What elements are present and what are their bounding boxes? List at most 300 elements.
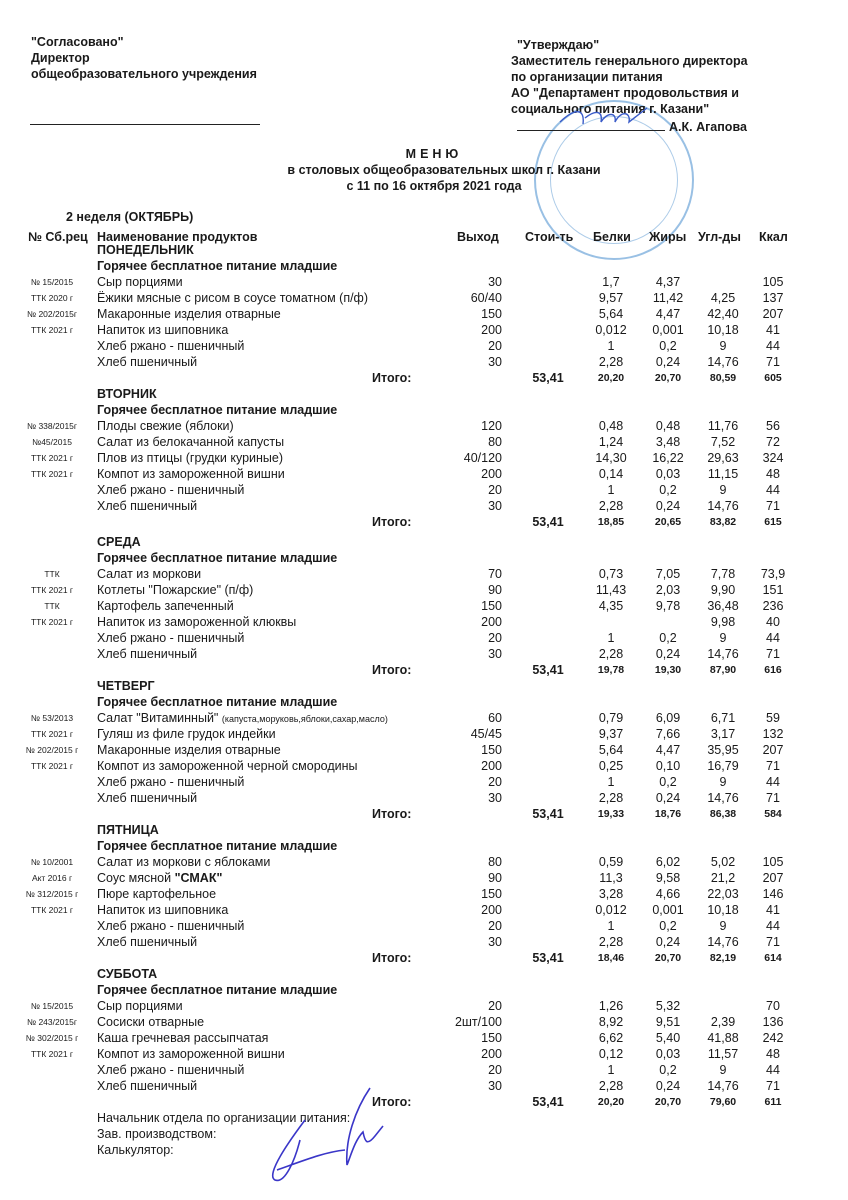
recipe-code: № 53/2013: [30, 713, 74, 723]
dish-name: Хлеб пшеничный: [97, 647, 198, 661]
total-cost: 53,41: [532, 515, 564, 529]
carbs-value: 9: [719, 1063, 727, 1077]
meal-category: Горячее бесплатное питание младшие: [97, 403, 338, 417]
protein-value: 1: [607, 339, 615, 353]
kcal-value: 207: [762, 871, 784, 885]
protein-value: 0,25: [598, 759, 624, 773]
portion-output: 20: [488, 919, 502, 933]
carbs-value: 14,76: [707, 355, 739, 369]
recipe-code: № 243/2015г: [26, 1017, 78, 1027]
protein-value: 11,3: [599, 871, 623, 885]
total-kcal: 584: [764, 808, 782, 820]
recipe-code: № 312/2015 г: [25, 889, 79, 899]
recipe-code: ТТК 2021 г: [30, 325, 74, 335]
carbs-value: 9: [719, 919, 727, 933]
kcal-value: 73,9: [760, 567, 786, 581]
table-row: [0, 886, 848, 902]
kcal-value: 41: [766, 323, 780, 337]
kcal-value: 48: [766, 1047, 780, 1061]
kcal-value: 71: [766, 499, 780, 513]
portion-output: 40/120: [463, 451, 502, 465]
dish-name: Хлеб пшеничный: [97, 355, 198, 369]
kcal-value: 59: [766, 711, 780, 725]
dish-name: Салат из белокачанной капусты: [97, 435, 285, 449]
total-label: Итого:: [372, 1095, 412, 1109]
day-block: [0, 534, 848, 678]
portion-output: 80: [488, 435, 502, 449]
carbs-value: 9,90: [710, 583, 736, 597]
kcal-value: 324: [762, 451, 784, 465]
protein-value: 4,35: [598, 599, 624, 613]
total-row: [0, 950, 848, 966]
kcal-value: 44: [766, 1063, 780, 1077]
protein-value: 9,37: [598, 727, 624, 741]
kcal-value: 71: [766, 759, 780, 773]
dish-name: Хлеб ржано - пшеничный: [97, 775, 245, 789]
total-fat: 20,65: [654, 516, 682, 528]
total-fat: 20,70: [654, 952, 682, 964]
table-row: [0, 1030, 848, 1046]
fat-value: 0,24: [655, 499, 681, 513]
portion-output: 200: [481, 323, 502, 337]
total-row: [0, 662, 848, 678]
total-carbs: 87,90: [709, 664, 737, 676]
total-row: [0, 370, 848, 386]
fat-value: 0,2: [659, 483, 677, 497]
column-header-kcal: Ккал: [759, 230, 788, 244]
table-row: [0, 1014, 848, 1030]
recipe-code: № 15/2015: [30, 1001, 74, 1011]
recipe-code: ТТК 2021 г: [30, 1049, 74, 1059]
meal-category: Горячее бесплатное питание младшие: [97, 259, 338, 273]
total-carbs: 79,60: [709, 1096, 737, 1108]
fat-value: 0,03: [655, 467, 681, 481]
protein-value: 6,62: [598, 1031, 624, 1045]
kcal-value: 44: [766, 483, 780, 497]
day-block: [0, 678, 848, 822]
dish-name: Ёжики мясные с рисом в соусе томатном (п/ф): [97, 291, 369, 305]
table-row: [0, 934, 848, 950]
protein-value: 9,57: [598, 291, 624, 305]
carbs-value: 21,2: [710, 871, 736, 885]
fat-value: 0,2: [659, 631, 677, 645]
carbs-value: 11,76: [707, 419, 739, 433]
protein-value: 2,28: [598, 647, 624, 661]
total-kcal: 611: [764, 1096, 782, 1108]
kcal-value: 242: [762, 1031, 784, 1045]
table-row: [0, 870, 848, 886]
fat-value: 0,2: [659, 339, 677, 353]
portion-output: 60/40: [470, 291, 502, 305]
kcal-value: 41: [766, 903, 780, 917]
fat-value: 0,24: [655, 1079, 681, 1093]
day-block: [0, 822, 848, 966]
day-title: ПЯТНИЦА: [97, 823, 159, 837]
approver-position-2: по организации питания: [511, 70, 663, 84]
column-header-name: Наименование продуктов: [97, 230, 258, 244]
fat-value: 16,22: [652, 451, 684, 465]
footer-signatures: [97, 1110, 350, 1158]
dish-name: Макаронные изделия отварные: [97, 743, 281, 757]
protein-value: 1: [607, 483, 615, 497]
carbs-value: 22,03: [707, 887, 739, 901]
dish-name: Сыр порциями: [97, 999, 183, 1013]
total-fat: 20,70: [654, 372, 682, 384]
total-kcal: 614: [764, 952, 782, 964]
meal-category: Горячее бесплатное питание младшие: [97, 551, 338, 565]
kcal-value: 44: [766, 919, 780, 933]
table-row: [0, 614, 848, 630]
recipe-code: ТТК 2020 г: [30, 293, 74, 303]
total-carbs: 80,59: [709, 372, 737, 384]
table-row: [0, 354, 848, 370]
table-row: [0, 1062, 848, 1078]
approval-block-left: [31, 34, 257, 82]
table-row: [0, 322, 848, 338]
protein-value: 5,64: [598, 743, 624, 757]
day-title: СРЕДА: [97, 535, 141, 549]
fat-value: 7,66: [655, 727, 681, 741]
dish-brand: "СМАК": [174, 871, 223, 885]
table-row: [0, 306, 848, 322]
total-protein: 19,78: [597, 664, 625, 676]
recipe-code: № 202/2015 г: [25, 745, 79, 755]
total-protein: 19,33: [597, 808, 625, 820]
signature-line-right: [517, 130, 665, 131]
dish-note: (капуста,моруковь,яблоки,сахар,масло): [221, 714, 388, 724]
table-row: [0, 902, 848, 918]
protein-value: 0,59: [598, 855, 624, 869]
recipe-code: Акт 2016 г: [31, 873, 73, 883]
fat-value: 2,03: [655, 583, 681, 597]
total-label: Итого:: [372, 371, 412, 385]
table-row: [0, 726, 848, 742]
total-label: Итого:: [372, 807, 412, 821]
carbs-value: 14,76: [707, 935, 739, 949]
recipe-code: ТТК 2021 г: [30, 453, 74, 463]
portion-output: 150: [481, 307, 502, 321]
protein-value: 2,28: [598, 791, 624, 805]
carbs-value: 9: [719, 339, 727, 353]
kcal-value: 207: [762, 743, 784, 757]
protein-value: 1: [607, 631, 615, 645]
dish-name: Напиток из замороженной клюквы: [97, 615, 297, 629]
dish-name: Хлеб пшеничный: [97, 935, 198, 949]
protein-value: 1: [607, 919, 615, 933]
carbs-value: 16,79: [707, 759, 739, 773]
table-row: [0, 418, 848, 434]
dish-name: Сосиски отварные: [97, 1015, 205, 1029]
kcal-value: 48: [766, 467, 780, 481]
approval-label: "Согласовано": [31, 35, 124, 49]
recipe-code: ТТК 2021 г: [30, 761, 74, 771]
protein-value: 1,7: [602, 275, 620, 289]
table-row: [0, 998, 848, 1014]
footer-production-manager: Зав. производством:: [97, 1127, 217, 1141]
table-row: [0, 646, 848, 662]
dish-name: Макаронные изделия отварные: [97, 307, 281, 321]
total-label: Итого:: [372, 515, 412, 529]
carbs-value: 3,17: [710, 727, 736, 741]
protein-value: 0,012: [595, 903, 627, 917]
recipe-code: ТТК 2021 г: [30, 585, 74, 595]
dish-name: Напиток из шиповника: [97, 323, 229, 337]
total-protein: 18,85: [597, 516, 625, 528]
portion-output: 200: [481, 759, 502, 773]
portion-output: 30: [488, 791, 502, 805]
day-title: ЧЕТВЕРГ: [97, 679, 155, 693]
table-row: [0, 774, 848, 790]
portion-output: 90: [488, 871, 502, 885]
total-label: Итого:: [372, 663, 412, 677]
total-cost: 53,41: [532, 1095, 564, 1109]
kcal-value: 105: [762, 855, 784, 869]
kcal-value: 207: [762, 307, 784, 321]
dish-name: Каша гречневая рассыпчатая: [97, 1031, 269, 1045]
meal-category: Горячее бесплатное питание младшие: [97, 695, 338, 709]
kcal-value: 136: [762, 1015, 784, 1029]
protein-value: 2,28: [598, 499, 624, 513]
recipe-code: ТТК: [44, 601, 60, 611]
carbs-value: 14,76: [707, 1079, 739, 1093]
carbs-value: 11,57: [707, 1047, 739, 1061]
approval-label: "Утверждаю": [517, 38, 600, 52]
carbs-value: 7,52: [710, 435, 736, 449]
fat-value: 4,37: [655, 275, 681, 289]
total-cost: 53,41: [532, 663, 564, 677]
carbs-value: 14,76: [707, 647, 739, 661]
dish-name: Компот из замороженной вишни: [97, 467, 285, 481]
portion-output: 30: [488, 499, 502, 513]
fat-value: 4,47: [655, 307, 681, 321]
fat-value: 7,05: [655, 567, 681, 581]
dish-name: Хлеб ржано - пшеничный: [97, 483, 245, 497]
kcal-value: 44: [766, 339, 780, 353]
table-row: [0, 290, 848, 306]
protein-value: 0,79: [598, 711, 624, 725]
carbs-value: 9: [719, 483, 727, 497]
portion-output: 20: [488, 775, 502, 789]
fat-value: 9,78: [655, 599, 681, 613]
kcal-value: 146: [762, 887, 784, 901]
column-header-code: № Сб.рец: [28, 230, 88, 244]
total-protein: 20,20: [597, 1096, 625, 1108]
table-row: [0, 854, 848, 870]
day-block: [0, 243, 848, 386]
table-row: [0, 790, 848, 806]
portion-output: 20: [488, 339, 502, 353]
signature-scribble-icon: [555, 104, 655, 130]
protein-value: 1: [607, 775, 615, 789]
protein-value: 8,92: [598, 1015, 624, 1029]
dish-name: Соус мясной "СМАК": [97, 871, 223, 885]
portion-output: 20: [488, 483, 502, 497]
portion-output: 80: [488, 855, 502, 869]
fat-value: 0,24: [655, 935, 681, 949]
fat-value: 4,66: [655, 887, 681, 901]
dish-name: Хлеб пшеничный: [97, 1079, 198, 1093]
total-cost: 53,41: [532, 951, 564, 965]
column-header-fat: Жиры: [649, 230, 687, 244]
day-block: [0, 966, 848, 1110]
table-row: [0, 918, 848, 934]
total-label: Итого:: [372, 951, 412, 965]
portion-output: 30: [488, 935, 502, 949]
kcal-value: 71: [766, 935, 780, 949]
carbs-value: 14,76: [707, 499, 739, 513]
kcal-value: 44: [766, 631, 780, 645]
column-header-protein: Белки: [593, 230, 631, 244]
dish-name: Салат из моркови: [97, 567, 202, 581]
protein-value: 0,12: [598, 1047, 624, 1061]
carbs-value: 41,88: [707, 1031, 739, 1045]
total-cost: 53,41: [532, 371, 564, 385]
table-row: [0, 466, 848, 482]
kcal-value: 105: [762, 275, 784, 289]
fat-value: 0,001: [652, 903, 684, 917]
dish-name: Котлеты "Пожарские" (п/ф): [97, 583, 254, 597]
fat-value: 4,47: [655, 743, 681, 757]
menu-subtitle: в столовых общеобразовательных школ г. Казани: [287, 163, 601, 177]
portion-output: 200: [481, 903, 502, 917]
recipe-code: № 302/2015 г: [25, 1033, 79, 1043]
total-fat: 19,30: [654, 664, 682, 676]
table-row: [0, 482, 848, 498]
total-fat: 18,76: [654, 808, 682, 820]
carbs-value: 9: [719, 775, 727, 789]
carbs-value: 5,02: [710, 855, 736, 869]
kcal-value: 71: [766, 355, 780, 369]
day-title: ВТОРНИК: [97, 387, 157, 401]
portion-output: 200: [481, 615, 502, 629]
recipe-code: № 10/2001: [30, 857, 74, 867]
carbs-value: 11,15: [707, 467, 739, 481]
menu-heading: МЕНЮ: [405, 147, 463, 161]
approver-title: Директор: [31, 51, 90, 65]
kcal-value: 70: [766, 999, 780, 1013]
dish-name: Компот из замороженной черной смородины: [97, 759, 358, 773]
recipe-code: №45/2015: [32, 437, 72, 447]
protein-value: 1,24: [598, 435, 624, 449]
total-kcal: 615: [764, 516, 782, 528]
recipe-code: ТТК 2021 г: [30, 617, 74, 627]
total-row: [0, 514, 848, 530]
table-row: [0, 434, 848, 450]
signer-name: А.К. Агапова: [669, 120, 747, 134]
carbs-value: 4,25: [710, 291, 736, 305]
recipe-code: № 202/2015г: [26, 309, 78, 319]
portion-output: 20: [488, 631, 502, 645]
total-kcal: 605: [764, 372, 782, 384]
dish-name: Хлеб пшеничный: [97, 499, 198, 513]
kcal-value: 71: [766, 791, 780, 805]
dish-name: Хлеб ржано - пшеничный: [97, 631, 245, 645]
total-row: [0, 806, 848, 822]
portion-output: 150: [481, 887, 502, 901]
table-row: [0, 1078, 848, 1094]
table-row: [0, 758, 848, 774]
table-row: [0, 710, 848, 726]
fat-value: 0,24: [655, 791, 681, 805]
table-row: [0, 1046, 848, 1062]
menu-dates: с 11 по 16 октября 2021 года: [346, 179, 522, 193]
recipe-code: ТТК 2021 г: [30, 905, 74, 915]
day-block: [0, 386, 848, 530]
fat-value: 0,2: [659, 775, 677, 789]
dish-name: Хлеб ржано - пшеничный: [97, 919, 245, 933]
kcal-value: 71: [766, 1079, 780, 1093]
protein-value: 14,30: [595, 451, 627, 465]
dish-name: Напиток из шиповника: [97, 903, 229, 917]
protein-value: 0,48: [598, 419, 624, 433]
protein-value: 5,64: [598, 307, 624, 321]
fat-value: 5,40: [655, 1031, 681, 1045]
total-kcal: 616: [764, 664, 782, 676]
fat-value: 0,2: [659, 919, 677, 933]
portion-output: 20: [488, 1063, 502, 1077]
dish-name: Салат "Витаминный" (капуста,моруковь,яблоки,сахар,масло): [97, 711, 388, 725]
fat-value: 9,51: [655, 1015, 681, 1029]
footer-calculator: Калькулятор:: [97, 1143, 174, 1157]
dish-name: Салат из моркови с яблоками: [97, 855, 271, 869]
fat-value: 5,32: [655, 999, 681, 1013]
dish-name: Сыр порциями: [97, 275, 183, 289]
recipe-code: ТТК: [44, 569, 60, 579]
table-row: [0, 582, 848, 598]
protein-value: 0,73: [598, 567, 624, 581]
fat-value: 0,24: [655, 355, 681, 369]
dish-name: Хлеб пшеничный: [97, 791, 198, 805]
portion-output: 150: [481, 743, 502, 757]
fat-value: 11,42: [652, 291, 684, 305]
fat-value: 6,02: [655, 855, 681, 869]
portion-output: 90: [488, 583, 502, 597]
total-cost: 53,41: [532, 807, 564, 821]
kcal-value: 236: [762, 599, 784, 613]
table-row: [0, 450, 848, 466]
portion-output: 70: [488, 567, 502, 581]
portion-output: 20: [488, 999, 502, 1013]
column-header-carbs: Угл-ды: [698, 230, 741, 244]
portion-output: 30: [488, 1079, 502, 1093]
carbs-value: 10,18: [707, 323, 739, 337]
column-header-output: Выход: [457, 230, 499, 244]
protein-value: 1: [607, 1063, 615, 1077]
meal-category: Горячее бесплатное питание младшие: [97, 839, 338, 853]
signature-line-left: [30, 124, 260, 125]
fat-value: 0,2: [659, 1063, 677, 1077]
approver-org: общеобразовательного учреждения: [31, 67, 257, 81]
table-row: [0, 338, 848, 354]
document-title: [0, 146, 848, 194]
portion-output: 200: [481, 467, 502, 481]
carbs-value: 36,48: [707, 599, 739, 613]
carbs-value: 42,40: [707, 307, 739, 321]
total-row: [0, 1094, 848, 1110]
portion-output: 45/45: [470, 727, 502, 741]
protein-value: 2,28: [598, 1079, 624, 1093]
total-carbs: 83,82: [709, 516, 737, 528]
portion-output: 60: [488, 711, 502, 725]
dish-name: Компот из замороженной вишни: [97, 1047, 285, 1061]
table-row: [0, 742, 848, 758]
protein-value: 11,43: [595, 583, 627, 597]
carbs-value: 9,98: [710, 615, 736, 629]
fat-value: 0,48: [655, 419, 681, 433]
portion-output: 30: [488, 275, 502, 289]
table-row: [0, 274, 848, 290]
total-carbs: 82,19: [709, 952, 737, 964]
